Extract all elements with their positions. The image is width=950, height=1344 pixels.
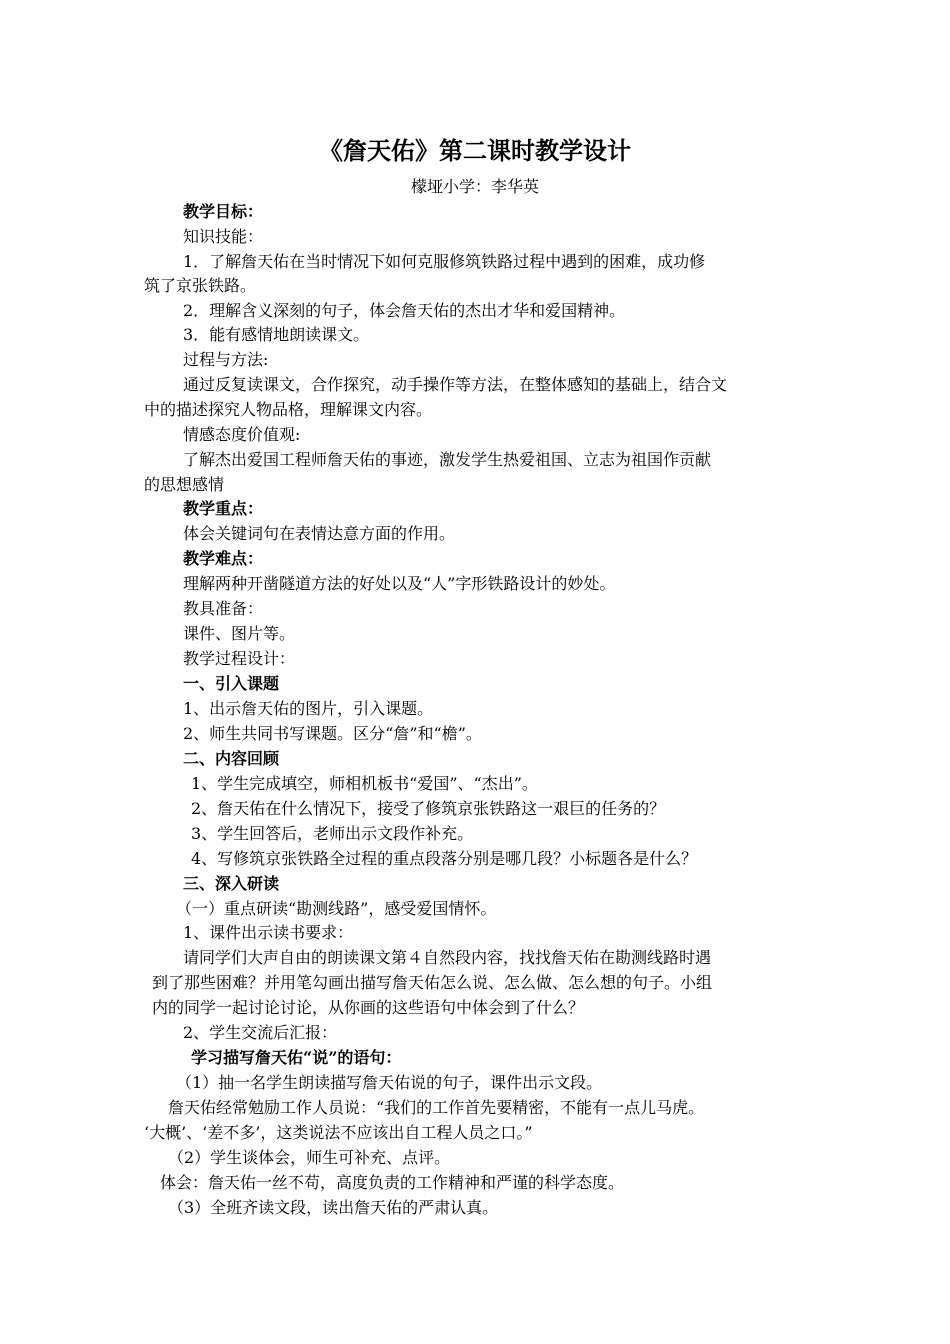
heading-objectives: 教学目标： [183, 202, 264, 221]
text-line: 请同学们大声自由的朗读课文第４自然段内容，找找詹天佑在勘测线路时遇 [183, 948, 712, 967]
text-line: （1）抽一名学生朗读描写詹天佑说的句子，课件出示文段。 [176, 1073, 603, 1092]
text-line: 2、师生共同书写课题。区分“詹”和“檐”。 [183, 724, 482, 743]
text-line: 理解两种开凿隧道方法的好处以及“人”字形铁路设计的妙处。 [183, 574, 616, 593]
text-line: 通过反复读课文，合作探究，动手操作等方法，在整体感知的基础上，结合文 [183, 375, 728, 394]
text-line: 筑了京张铁路。 [144, 276, 257, 295]
text-line: （2）学生谈体会，师生可补充、点评。 [168, 1148, 451, 1167]
text-line: 了解杰出爱国工程师詹天佑的事迹，激发学生热爱祖国、立志为祖国作贡献 [183, 450, 712, 469]
text-line: 到了那些困难？并用笔勾画出描写詹天佑怎么说、怎么做、怎么想的句子。小组 [152, 973, 713, 992]
heading-section-one: 一、引入课题 [183, 674, 280, 693]
document-author: 檬垭小学：李华英 [410, 177, 539, 196]
heading-study-speech: 学习描写詹天佑“说”的语句： [191, 1048, 402, 1067]
text-line: 体会关键词句在表情达意方面的作用。 [183, 524, 456, 543]
text-line: 1、课件出示读书要求： [183, 923, 354, 942]
text-line: 1、学生完成填空，师相机板书“爱国”、“杰出”。 [191, 774, 538, 793]
text-line: 教学过程设计： [183, 649, 296, 668]
text-line: 詹天佑经常勉励工作人员说：“我们的工作首先要精密，不能有一点儿马虎。 [168, 1098, 705, 1117]
text-line: 中的描述探究人物品格，理解课文内容。 [144, 400, 433, 419]
text-line: 2．理解含义深刻的句子，体会詹天佑的杰出才华和爱国精神。 [183, 301, 626, 320]
text-line: 2、詹天佑在什么情况下，接受了修筑京张铁路这一艰巨的任务的？ [191, 799, 666, 818]
text-line: 课件、图片等。 [183, 624, 296, 643]
text-line: 情感态度价值观: [183, 425, 301, 444]
text-line: （一）重点研读“勘测线路”，感受爱国情怀。 [176, 899, 497, 918]
heading-difficulties: 教学难点： [183, 549, 264, 568]
text-line: 教具准备： [183, 599, 264, 618]
text-line: 的思想感情 [144, 475, 225, 494]
text-line: （3）全班齐读文段，读出詹天佑的严肃认真。 [168, 1198, 499, 1217]
text-line: 4、写修筑京张铁路全过程的重点段落分别是哪几段？小标题各是什么？ [191, 849, 698, 868]
text-line: 体会：詹天佑一丝不苟，高度负责的工作精神和严谨的科学态度。 [160, 1173, 625, 1192]
heading-key-points: 教学重点： [183, 499, 264, 518]
text-line: 2、学生交流后汇报： [183, 1023, 338, 1042]
text-line: 1．了解詹天佑在当时情况下如何克服修筑铁路过程中遇到的困难，成功修 [183, 252, 706, 271]
document-title: 《詹天佑》第二课时教学设计 [319, 136, 631, 165]
text-line: 3．能有感情地朗读课文。 [183, 325, 370, 344]
text-line: ‘大概’、‘差不多’，这类说法不应该出自工程人员之口。” [144, 1123, 533, 1142]
text-line: 知识技能： [183, 227, 264, 246]
text-line: 内的同学一起讨论讨论，从你画的这些语句中体会到了什么？ [152, 998, 585, 1017]
text-line: 1、出示詹天佑的图片，引入课题。 [183, 699, 434, 718]
text-line: 3、学生回答后，老师出示文段作补充。 [191, 824, 474, 843]
heading-section-two: 二、内容回顾 [183, 749, 280, 768]
text-line: 过程与方法: [183, 350, 269, 369]
heading-section-three: 三、深入研读 [183, 874, 280, 893]
